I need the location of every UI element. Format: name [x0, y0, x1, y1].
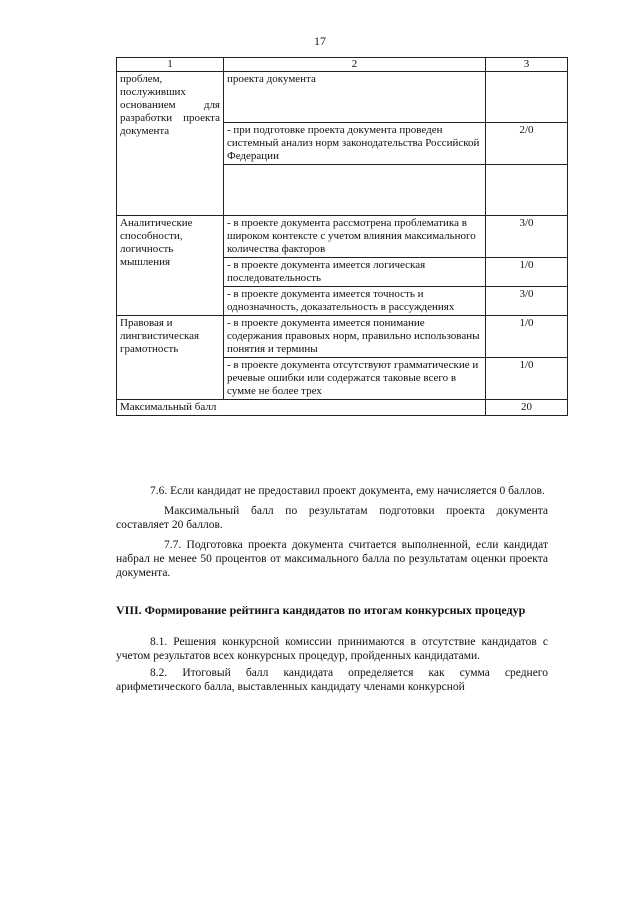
header-col-1: 1: [117, 58, 224, 72]
page-number: 17: [314, 34, 326, 48]
score-cell: 3/0: [486, 216, 568, 258]
paragraph-8-2: 8.2. Итоговый балл кандидата определяется как сумма среднего арифметического балла, выставленных кандидату членами конкурсной: [116, 667, 548, 693]
total-value: 20: [486, 400, 568, 416]
table-header-row: [117, 58, 568, 72]
indicator-cell: проекта документа: [224, 72, 486, 123]
paragraph-7-6: 7.6. Если кандидат не предоставил проект документа, ему начисляется 0 баллов.: [150, 485, 545, 497]
table-row: [117, 216, 568, 258]
header-col-2: 2: [224, 58, 486, 72]
score-cell: [486, 72, 568, 123]
paragraph-max-score: Максимальный балл по результатам подготовки проекта документа составляет 20 баллов.: [116, 505, 548, 531]
table-total-row: [117, 400, 568, 416]
indicator-cell: - в проекте документа отсутствуют грамматические и речевые ошибки или содержатся таковые всего в сумме не более трех: [224, 358, 486, 400]
header-col-3: 3: [486, 58, 568, 72]
table-row: [117, 72, 568, 123]
table-row: [117, 316, 568, 358]
score-cell: 1/0: [486, 258, 568, 287]
total-label: Максимальный балл: [117, 400, 486, 416]
score-cell: [486, 165, 568, 216]
body-text-2: [116, 635, 548, 694]
score-cell: 1/0: [486, 316, 568, 358]
criterion-cell: проблем, послуживших основанием для разработки проекта документа: [117, 72, 224, 216]
criterion-cell: Правовая и лингвистическая грамотность: [117, 316, 224, 400]
section-heading-block: [116, 603, 548, 617]
indicator-cell: - в проекте документа рассмотрена проблематика в широком контексте с учетом влияния максимального количества факторов: [224, 216, 486, 258]
indicator-cell: - в проекте документа имеется точность и однозначность, доказательность в рассуждениях: [224, 287, 486, 316]
indicator-cell: - при подготовке проекта документа проведен системный анализ норм законодательства Российской Федерации: [224, 123, 486, 165]
indicator-cell: [224, 165, 486, 216]
indicator-cell: - в проекте документа имеется логическая последовательность: [224, 258, 486, 287]
body-text: [116, 484, 548, 580]
paragraph-8-1: 8.1. Решения конкурсной комиссии принимаются в отсутствие кандидатов с учетом результатов всех конкурсных процедур, пройденных кандидатами.: [116, 636, 548, 662]
score-cell: 1/0: [486, 358, 568, 400]
section-heading: VIII. Формирование рейтинга кандидатов по итогам конкурсных процедур: [116, 603, 526, 617]
score-cell: 2/0: [486, 123, 568, 165]
score-cell: 3/0: [486, 287, 568, 316]
criterion-cell: Аналитические способности, логичность мышления: [117, 216, 224, 316]
paragraph-7-7: 7.7. Подготовка проекта документа считается выполненной, если кандидат набрал не менее 50 процентов от максимального балла по результатам оценки проекта документа.: [116, 539, 548, 579]
indicator-cell: - в проекте документа имеется понимание содержания правовых норм, правильно использованы понятия и термины: [224, 316, 486, 358]
evaluation-criteria-table: [116, 57, 568, 416]
